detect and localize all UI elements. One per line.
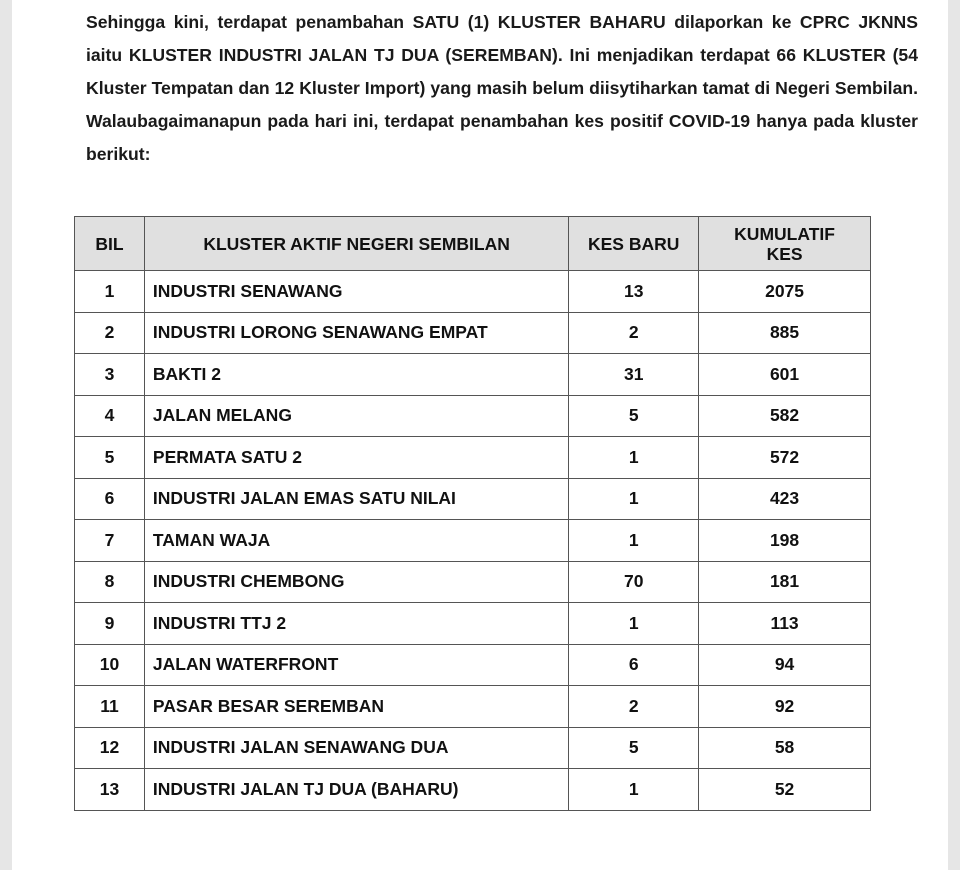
cell-bil: 13 <box>75 769 145 811</box>
table-row <box>75 354 871 396</box>
cell-kluster: INDUSTRI SENAWANG <box>144 271 568 313</box>
cell-bil: 3 <box>75 354 145 396</box>
table-header <box>75 217 871 271</box>
cell-kluster: JALAN MELANG <box>144 395 568 437</box>
cell-kluster: BAKTI 2 <box>144 354 568 396</box>
cell-kes-baru: 1 <box>569 603 699 645</box>
table-row <box>75 520 871 562</box>
cell-kes-baru: 31 <box>569 354 699 396</box>
cell-bil: 10 <box>75 644 145 686</box>
header-kes-baru: KES BARU <box>569 217 699 271</box>
cell-kumulatif: 181 <box>699 561 871 603</box>
cell-kluster: PASAR BESAR SEREMBAN <box>144 686 568 728</box>
cell-kumulatif: 58 <box>699 727 871 769</box>
header-kluster: KLUSTER AKTIF NEGERI SEMBILAN <box>144 217 568 271</box>
header-kumulatif-line1: KUMULATIF <box>734 223 835 244</box>
cell-kes-baru: 5 <box>569 395 699 437</box>
cell-kes-baru: 2 <box>569 686 699 728</box>
table-row <box>75 395 871 437</box>
intro-paragraph: Sehingga kini, terdapat penambahan SATU (1) KLUSTER BAHARU dilaporkan ke CPRC JKNNS iaitu KLUSTER INDUSTRI JALAN TJ DUA (SEREMBAN). Ini menjadikan terdapat 66 KLUSTER (54 Kluster Tempatan dan 12 Kluster Import) yang masih belum diisytiharkan tamat di Negeri Sembilan. Walaubagaimanapun pada hari ini, terdapat penambahan kes positif COVID-19 hanya pada kluster berikut: <box>86 12 918 164</box>
cell-kumulatif: 601 <box>699 354 871 396</box>
cell-kes-baru: 5 <box>569 727 699 769</box>
table-body <box>75 271 871 811</box>
table-row <box>75 644 871 686</box>
table-row <box>75 561 871 603</box>
cell-kumulatif: 52 <box>699 769 871 811</box>
header-bil: BIL <box>75 217 145 271</box>
cell-bil: 7 <box>75 520 145 562</box>
cell-kumulatif: 423 <box>699 478 871 520</box>
cell-kluster: INDUSTRI JALAN EMAS SATU NILAI <box>144 478 568 520</box>
cell-kluster: INDUSTRI TTJ 2 <box>144 603 568 645</box>
table-row <box>75 312 871 354</box>
cell-kumulatif: 92 <box>699 686 871 728</box>
cell-kumulatif: 113 <box>699 603 871 645</box>
cell-kumulatif: 885 <box>699 312 871 354</box>
cell-bil: 12 <box>75 727 145 769</box>
table-row <box>75 478 871 520</box>
cell-kluster: INDUSTRI LORONG SENAWANG EMPAT <box>144 312 568 354</box>
cluster-table <box>74 216 871 811</box>
cell-kumulatif: 198 <box>699 520 871 562</box>
cell-kumulatif: 582 <box>699 395 871 437</box>
cell-kluster: INDUSTRI CHEMBONG <box>144 561 568 603</box>
cell-kumulatif: 94 <box>699 644 871 686</box>
cell-kluster: JALAN WATERFRONT <box>144 644 568 686</box>
cell-bil: 8 <box>75 561 145 603</box>
cell-kes-baru: 1 <box>569 769 699 811</box>
cell-kes-baru: 1 <box>569 520 699 562</box>
header-kumulatif <box>699 217 871 271</box>
cell-bil: 4 <box>75 395 145 437</box>
table-row <box>75 686 871 728</box>
header-row <box>75 217 871 271</box>
cell-kes-baru: 2 <box>569 312 699 354</box>
cell-kes-baru: 13 <box>569 271 699 313</box>
table-row <box>75 271 871 313</box>
cell-bil: 11 <box>75 686 145 728</box>
cell-kluster: INDUSTRI JALAN TJ DUA (BAHARU) <box>144 769 568 811</box>
cell-kumulatif: 572 <box>699 437 871 479</box>
cell-kes-baru: 70 <box>569 561 699 603</box>
cell-kluster: INDUSTRI JALAN SENAWANG DUA <box>144 727 568 769</box>
cell-kes-baru: 1 <box>569 437 699 479</box>
cell-bil: 2 <box>75 312 145 354</box>
cell-bil: 1 <box>75 271 145 313</box>
table-row <box>75 603 871 645</box>
document-page <box>12 0 948 870</box>
table-row <box>75 769 871 811</box>
cell-bil: 6 <box>75 478 145 520</box>
cell-kumulatif: 2075 <box>699 271 871 313</box>
header-kumulatif-line2: KES <box>766 243 803 264</box>
cell-kes-baru: 6 <box>569 644 699 686</box>
cell-bil: 5 <box>75 437 145 479</box>
table-row <box>75 437 871 479</box>
table-row <box>75 727 871 769</box>
cell-kluster: PERMATA SATU 2 <box>144 437 568 479</box>
cell-kes-baru: 1 <box>569 478 699 520</box>
cell-kluster: TAMAN WAJA <box>144 520 568 562</box>
cell-bil: 9 <box>75 603 145 645</box>
